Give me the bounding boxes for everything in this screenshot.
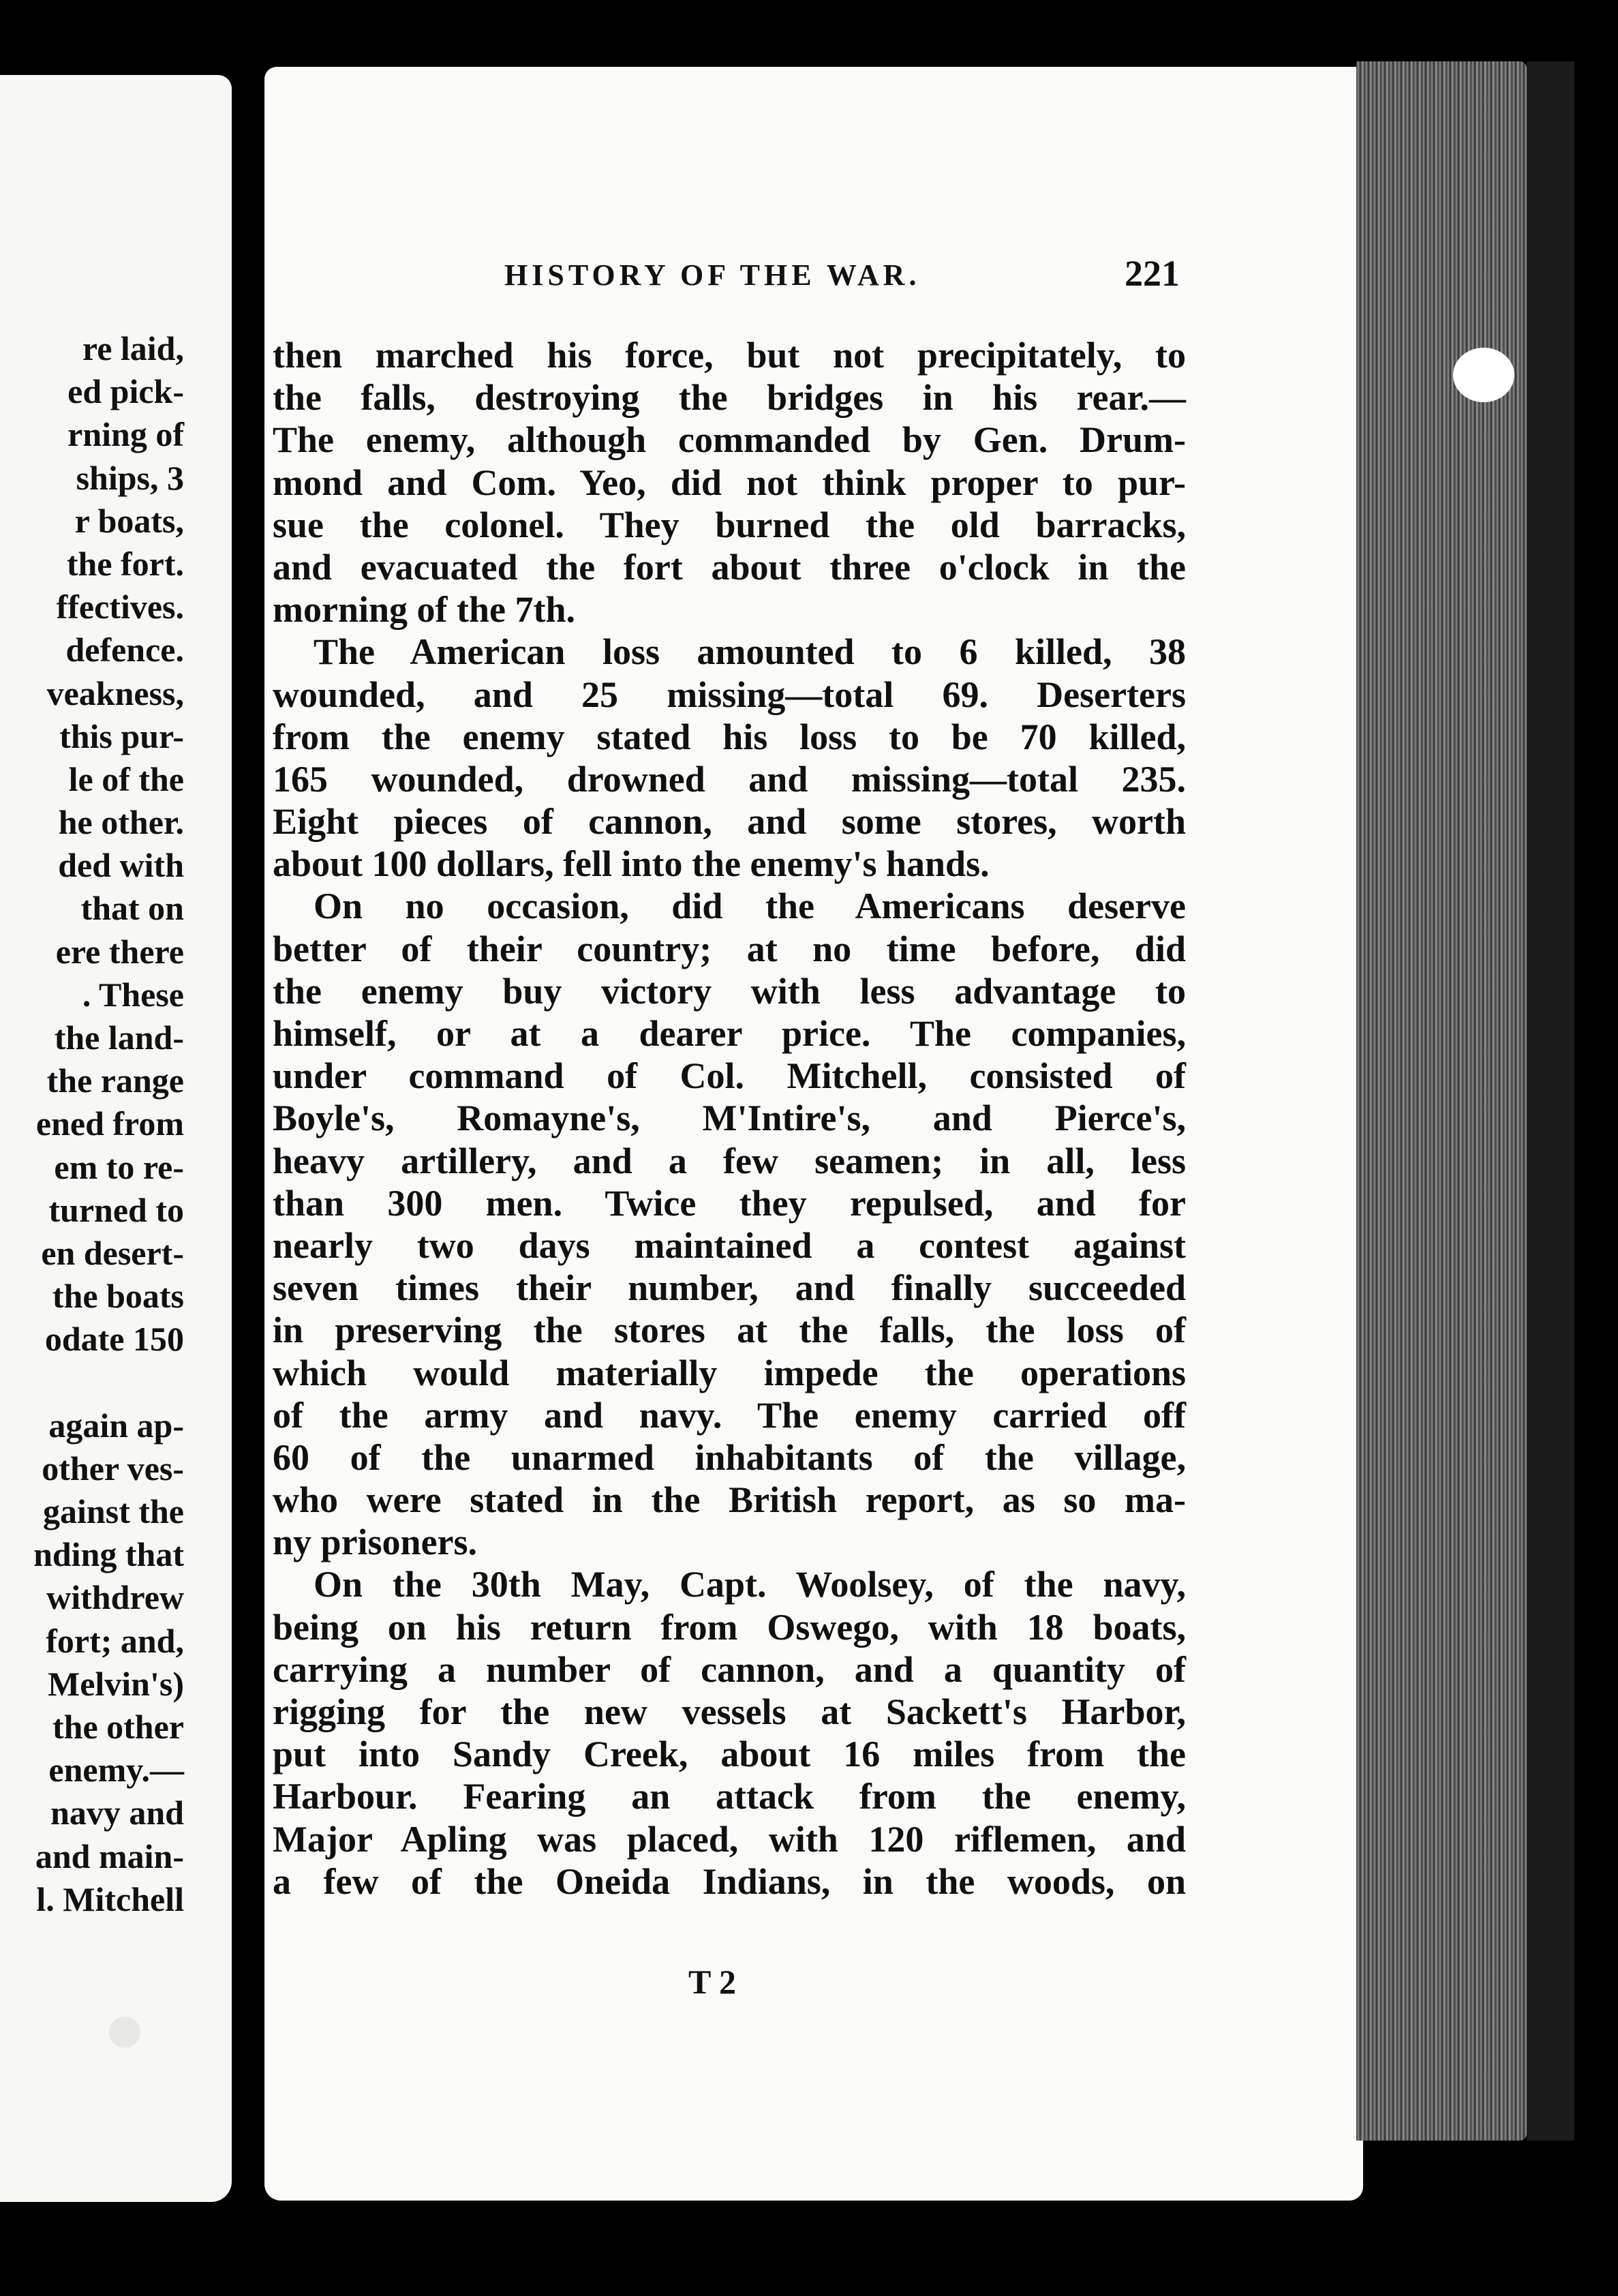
body-line: rigging for the new vessels at Sackett's Harbor, xyxy=(273,1691,1186,1732)
body-line: of the army and navy. The enemy carried off xyxy=(273,1394,1186,1436)
body-line: nearly two days maintained a contest against xyxy=(273,1224,1186,1266)
left-page-line: the other xyxy=(52,1708,184,1746)
body-line: sue the colonel. They burned the old barracks, xyxy=(273,504,1186,545)
body-line: The American loss amounted to 6 killed, 38 xyxy=(314,631,1186,673)
left-page-line: enemy.— xyxy=(48,1751,184,1789)
left-page-line: le of the xyxy=(68,759,184,798)
left-page-line: he other. xyxy=(58,803,184,842)
left-page-line: ened from xyxy=(35,1104,184,1143)
left-page-line: turned to xyxy=(48,1190,184,1229)
left-page-line: veakness, xyxy=(46,674,184,712)
body-line: 165 wounded, drowned and missing—total 235. xyxy=(273,758,1186,800)
body-line: 60 of the unarmed inhabitants of the village, xyxy=(273,1436,1186,1478)
left-page-line: and main- xyxy=(35,1837,184,1875)
left-page-line: re laid, xyxy=(82,329,184,367)
left-page-line: other ves- xyxy=(42,1449,184,1487)
left-page-line: fort; and, xyxy=(46,1621,184,1660)
body-line: than 300 men. Twice they repulsed, and for xyxy=(273,1182,1186,1224)
body-line: Major Apling was placed, with 120 riflemen, and xyxy=(273,1818,1186,1860)
left-page-line: Melvin's) xyxy=(48,1664,184,1703)
body-line: who were stated in the British report, as so ma- xyxy=(273,1479,1186,1521)
left-facing-page xyxy=(0,75,232,2202)
left-page-line: the land- xyxy=(54,1018,184,1057)
left-page-text-column xyxy=(0,327,184,1921)
body-line: ny prisoners. xyxy=(273,1522,478,1563)
page-number: 221 xyxy=(1125,253,1180,294)
left-page-line: r boats, xyxy=(74,501,184,540)
left-page-line: the fort. xyxy=(66,544,184,583)
body-line: On no occasion, did the Americans deserve xyxy=(314,886,1186,927)
left-page-line: withdrew xyxy=(46,1578,184,1617)
body-line: On the 30th May, Capt. Woolsey, of the navy, xyxy=(314,1564,1186,1605)
left-page-line: ded with xyxy=(58,846,184,885)
left-page-line: ships, 3 xyxy=(76,458,184,497)
body-line: which would materially impede the operations xyxy=(273,1352,1186,1393)
book-cover-edge xyxy=(1527,61,1574,2141)
left-page-line: the range xyxy=(46,1061,184,1100)
left-page-line: gainst the xyxy=(43,1492,184,1531)
running-head: HISTORY OF THE WAR. xyxy=(504,258,921,292)
left-page-line: l. Mitchell xyxy=(36,1879,184,1918)
body-line: better of their country; at no time before, did xyxy=(273,928,1186,969)
left-page-line: the boats xyxy=(52,1277,184,1316)
left-page-line: odate 150 xyxy=(44,1320,184,1359)
body-line: morning of the 7th. xyxy=(273,589,575,631)
body-line: carrying a number of cannon, and a quantity of xyxy=(273,1648,1186,1690)
body-line: put into Sandy Creek, about 16 miles from the xyxy=(273,1734,1186,1775)
body-line: heavy artillery, and a few seamen; in all, less xyxy=(273,1140,1186,1181)
body-line: Eight pieces of cannon, and some stores, worth xyxy=(273,801,1186,843)
body-line: under command of Col. Mitchell, consisted of xyxy=(273,1055,1186,1097)
left-page-line: rning of xyxy=(67,415,184,454)
body-line: then marched his force, but not precipitately, to xyxy=(273,335,1186,376)
body-line: seven times their number, and finally succeeded xyxy=(273,1267,1186,1309)
left-page-line: ere there xyxy=(55,932,184,971)
left-page-line: this pur- xyxy=(59,716,184,755)
left-page-line: that on xyxy=(80,889,184,928)
body-line: a few of the Oneida Indians, in the woods, on xyxy=(273,1860,1186,1902)
page-blemish xyxy=(109,2016,140,2048)
left-page-line: nding that xyxy=(33,1535,184,1574)
body-line: wounded, and 25 missing—total 69. Deserters xyxy=(273,674,1186,715)
body-line: about 100 dollars, fell into the enemy's hands. xyxy=(273,843,990,885)
left-page-line: navy and xyxy=(50,1794,184,1832)
body-line: mond and Com. Yeo, did not think proper to pur- xyxy=(273,462,1186,503)
body-line: and evacuated the fort about three o'clock in the xyxy=(273,546,1186,588)
signature-mark: T 2 xyxy=(688,1963,736,2001)
book-gutter xyxy=(232,0,266,2296)
left-page-line: en desert- xyxy=(41,1233,184,1272)
body-line: in preserving the stores at the falls, the loss of xyxy=(273,1310,1186,1351)
body-line: the falls, destroying the bridges in his rear.— xyxy=(273,377,1186,419)
body-line: The enemy, although commanded by Gen. Drum- xyxy=(273,419,1186,461)
body-line: being on his return from Oswego, with 18 boats, xyxy=(273,1606,1186,1648)
left-page-line: em to re- xyxy=(54,1147,184,1186)
left-page-line: again ap- xyxy=(48,1406,184,1445)
left-page-line: . These xyxy=(82,975,184,1014)
left-page-line: ed pick- xyxy=(67,372,184,411)
body-line: himself, or at a dearer price. The companies, xyxy=(273,1013,1186,1054)
body-line: Boyle's, Romayne's, M'Intire's, and Pierce's, xyxy=(273,1098,1186,1139)
body-line: Harbour. Fearing an attack from the enemy, xyxy=(273,1776,1186,1817)
body-text-column xyxy=(273,334,1186,1903)
body-line: from the enemy stated his loss to be 70 killed, xyxy=(273,716,1186,757)
left-page-line: ffectives. xyxy=(56,588,184,626)
page-speck xyxy=(1453,348,1514,402)
left-page-line xyxy=(0,1361,184,1404)
body-line: the enemy buy victory with less advantage to xyxy=(273,970,1186,1012)
left-page-line: defence. xyxy=(65,631,184,669)
